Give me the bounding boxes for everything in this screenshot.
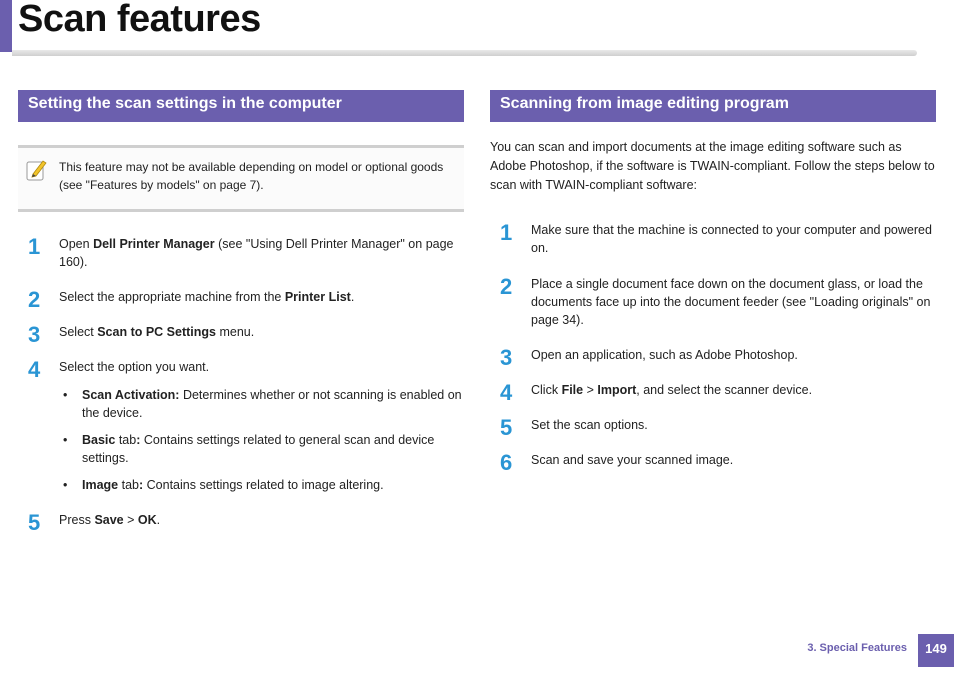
title-divider bbox=[12, 50, 917, 56]
step-text: Select the appropriate machine from the Printer List. bbox=[59, 290, 355, 304]
step-number: 1 bbox=[500, 220, 513, 245]
step-number: 3 bbox=[500, 345, 513, 370]
step-number: 2 bbox=[28, 287, 41, 312]
step-2 bbox=[500, 275, 936, 329]
section-header-scan-settings: Setting the scan settings in the computer bbox=[18, 90, 464, 122]
step-1 bbox=[500, 221, 936, 257]
step-number: 6 bbox=[500, 450, 513, 475]
step-text: Open Dell Printer Manager (see "Using Dell Printer Manager" on page 160). bbox=[59, 237, 454, 269]
step-3 bbox=[28, 323, 464, 347]
step-text: Make sure that the machine is connected to your computer and powered on. bbox=[531, 223, 932, 255]
note-text: This feature may not be available depending on model or optional goods (see "Features by models" on page 7). bbox=[59, 160, 444, 192]
step-text: Open an application, such as Adobe Photoshop. bbox=[531, 348, 798, 362]
note-box bbox=[18, 145, 464, 212]
step-text: Select the option you want. bbox=[59, 360, 210, 374]
footer-chapter: 3. Special Features bbox=[807, 642, 907, 654]
step-4 bbox=[28, 358, 464, 382]
step-6 bbox=[500, 451, 936, 475]
step-3 bbox=[500, 346, 936, 370]
step-text: Click File > Import, and select the scanner device. bbox=[531, 383, 813, 397]
step-5 bbox=[500, 416, 936, 440]
step-4 bbox=[500, 381, 936, 405]
step-number: 4 bbox=[28, 357, 41, 382]
step-text: Scan and save your scanned image. bbox=[531, 453, 734, 467]
bullet-image-tab: • Image tab: Contains settings related to image altering. bbox=[63, 478, 384, 492]
step-text: Set the scan options. bbox=[531, 418, 648, 432]
step-text: Place a single document face down on the document glass, or load the documents face up into the document feeder (see "Loading originals" on page 34). bbox=[531, 277, 931, 327]
pencil-note-icon bbox=[26, 158, 48, 182]
step-number: 4 bbox=[500, 380, 513, 405]
step-number: 5 bbox=[28, 510, 41, 535]
step-number: 5 bbox=[500, 415, 513, 440]
step-number: 1 bbox=[28, 234, 41, 259]
bullet-scan-activation: • Scan Activation: Determines whether or not scanning is enabled on the device. bbox=[63, 388, 462, 420]
page-title: Scan features bbox=[18, 0, 261, 40]
step-number: 2 bbox=[500, 274, 513, 299]
step-1 bbox=[28, 235, 464, 271]
bullet-basic-tab: • Basic tab: Contains settings related to general scan and device settings. bbox=[63, 433, 435, 465]
step-text: Press Save > OK. bbox=[59, 513, 161, 527]
step-5 bbox=[28, 511, 464, 535]
section-header-image-editing: Scanning from image editing program bbox=[490, 90, 936, 122]
title-accent-bar bbox=[0, 0, 12, 52]
step-2 bbox=[28, 288, 464, 312]
step-number: 3 bbox=[28, 322, 41, 347]
page-number: 149 bbox=[918, 634, 954, 667]
intro-paragraph: You can scan and import documents at the image editing software such as Adobe Photoshop, if the software is TWAIN-compliant. Follow the steps below to scan with TWAIN-compliant software: bbox=[490, 140, 935, 192]
step-text: Select Scan to PC Settings menu. bbox=[59, 325, 255, 339]
